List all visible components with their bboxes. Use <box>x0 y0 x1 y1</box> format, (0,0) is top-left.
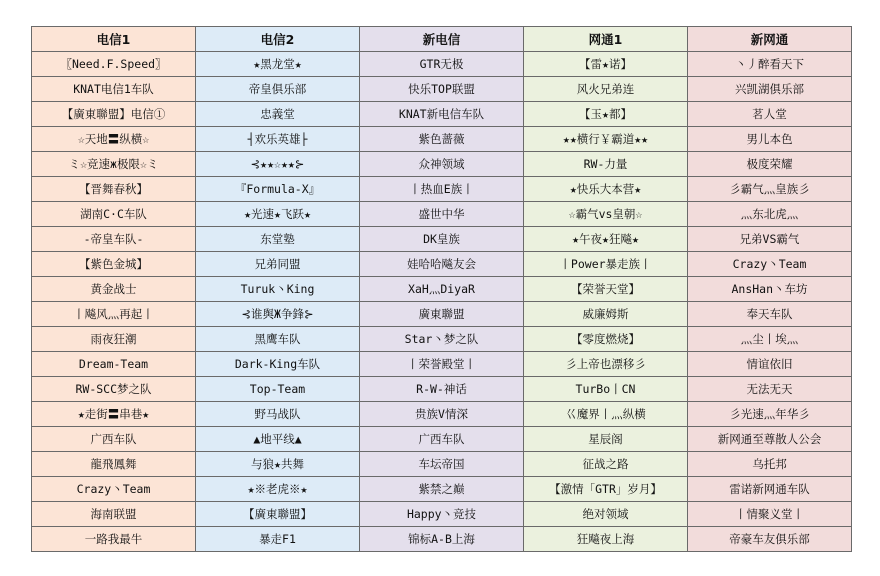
table-cell: 广西车队 <box>32 427 196 452</box>
table-cell: ☆天地〓纵横☆ <box>32 127 196 152</box>
table-cell: 彡光速灬年华彡 <box>688 402 852 427</box>
table-row <box>32 202 852 227</box>
table-cell: DK皇族 <box>360 227 524 252</box>
table-cell: ⊰★★☆★★⊱ <box>196 152 360 177</box>
table-row <box>32 352 852 377</box>
table-cell: KNAT电信1车队 <box>32 77 196 102</box>
table-cell: 【激情「GTR」岁月】 <box>524 477 688 502</box>
table-cell: ☆霸气vs皇朝☆ <box>524 202 688 227</box>
table-cell: Crazy丶Team <box>32 477 196 502</box>
table-row <box>32 302 852 327</box>
table-cell: 黄金战士 <box>32 277 196 302</box>
table-cell: 丨荣誉殿堂丨 <box>360 352 524 377</box>
table-cell: 帝豪车友俱乐部 <box>688 527 852 552</box>
table-cell: 威廉姆斯 <box>524 302 688 327</box>
table-cell: Dark-King车队 <box>196 352 360 377</box>
table-cell: 〖Need.F.Speed〗 <box>32 52 196 77</box>
table-row <box>32 502 852 527</box>
table-cell: ★走街〓串巷★ <box>32 402 196 427</box>
table-cell: 贵族V情深 <box>360 402 524 427</box>
table-cell: 娃哈哈飚友会 <box>360 252 524 277</box>
table-cell: 雨夜狂潮 <box>32 327 196 352</box>
table-row <box>32 52 852 77</box>
table-cell: 狂飚夜上海 <box>524 527 688 552</box>
table-cell: 丶丿醉看天下 <box>688 52 852 77</box>
table-cell: AnsHan丶车坊 <box>688 277 852 302</box>
header-dianxin-1: 电信1 <box>32 27 196 52</box>
table-cell: 『Formula-X』 <box>196 177 360 202</box>
table-row <box>32 277 852 302</box>
table-cell: ▲地平线▲ <box>196 427 360 452</box>
table-cell: GTR无极 <box>360 52 524 77</box>
table-cell: 丨飚风灬再起丨 <box>32 302 196 327</box>
table-cell: 一路我最牛 <box>32 527 196 552</box>
table-cell: 风火兄弟连 <box>524 77 688 102</box>
table-cell: 彡霸气灬皇族彡 <box>688 177 852 202</box>
table-cell: 紫禁之巅 <box>360 477 524 502</box>
table-cell: 茗人堂 <box>688 102 852 127</box>
table-cell: 绝对领域 <box>524 502 688 527</box>
table-cell: 东堂塾 <box>196 227 360 252</box>
table-cell: ★黑龙堂★ <box>196 52 360 77</box>
table-cell: TurBo丨CN <box>524 377 688 402</box>
table-cell: 暴走F1 <box>196 527 360 552</box>
table-cell: ミ☆竞速ж极限☆ミ <box>32 152 196 177</box>
header-row <box>32 27 852 52</box>
table-row <box>32 327 852 352</box>
table-cell: 海南联盟 <box>32 502 196 527</box>
table-cell: 【紫色金城】 <box>32 252 196 277</box>
table-row <box>32 427 852 452</box>
table-row <box>32 452 852 477</box>
table-cell: 紫色蔷薇 <box>360 127 524 152</box>
table-cell: Turuk丶King <box>196 277 360 302</box>
table-body <box>32 52 852 552</box>
table-cell: 无法无天 <box>688 377 852 402</box>
table-cell: 广西车队 <box>360 427 524 452</box>
header-new-dianxin: 新电信 <box>360 27 524 52</box>
table-row <box>32 227 852 252</box>
table-cell: KNAT新电信车队 <box>360 102 524 127</box>
table-row <box>32 102 852 127</box>
table-cell: 【廣東聯盟】电信① <box>32 102 196 127</box>
table-cell: ★快乐大本营★ <box>524 177 688 202</box>
table-cell: 忠義堂 <box>196 102 360 127</box>
table-cell: 黑鹰车队 <box>196 327 360 352</box>
header-wangtong-1: 网通1 <box>524 27 688 52</box>
header-new-wangtong: 新网通 <box>688 27 852 52</box>
table-cell: 【零度燃烧】 <box>524 327 688 352</box>
table-cell: 野马战队 <box>196 402 360 427</box>
table-cell: 帝皇俱乐部 <box>196 77 360 102</box>
table-cell: 【玉★都】 <box>524 102 688 127</box>
table-cell: 丨情聚义堂丨 <box>688 502 852 527</box>
header-dianxin-2: 电信2 <box>196 27 360 52</box>
table-row <box>32 402 852 427</box>
table-cell: 兴凯湖俱乐部 <box>688 77 852 102</box>
table-cell: 男儿本色 <box>688 127 852 152</box>
table-cell: ★午夜★狂飚★ <box>524 227 688 252</box>
table-row <box>32 252 852 277</box>
table-cell: 巜魔界丨灬纵横 <box>524 402 688 427</box>
table-cell: 灬尘丨埃灬 <box>688 327 852 352</box>
table-cell: 奉天车队 <box>688 302 852 327</box>
table-cell: 湖南C·C车队 <box>32 202 196 227</box>
table-cell: ┤欢乐英雄├ <box>196 127 360 152</box>
table-cell: 龍飛鳳舞 <box>32 452 196 477</box>
table-row <box>32 152 852 177</box>
table-cell: Dream-Team <box>32 352 196 377</box>
table-cell: 彡上帝也漂移彡 <box>524 352 688 377</box>
team-table <box>31 26 852 552</box>
table-row <box>32 527 852 552</box>
table-row <box>32 77 852 102</box>
table-cell: Crazy丶Team <box>688 252 852 277</box>
table-cell: 雷诺新网通车队 <box>688 477 852 502</box>
table-cell: 廣東聯盟 <box>360 302 524 327</box>
table-row <box>32 127 852 152</box>
table-cell: Top-Team <box>196 377 360 402</box>
table-row <box>32 177 852 202</box>
table-cell: 【雷★诺】 <box>524 52 688 77</box>
table-cell: 极度荣耀 <box>688 152 852 177</box>
table-cell: 乌托邦 <box>688 452 852 477</box>
table-cell: XaH灬DiyaR <box>360 277 524 302</box>
table-cell: RW-力量 <box>524 152 688 177</box>
table-cell: 众神领域 <box>360 152 524 177</box>
table-cell: 星辰阁 <box>524 427 688 452</box>
table-cell: ★※老虎※★ <box>196 477 360 502</box>
table-cell: R-W-神话 <box>360 377 524 402</box>
table-cell: 情谊依旧 <box>688 352 852 377</box>
table-cell: 【荣誉天堂】 <box>524 277 688 302</box>
table-cell: 兄弟VS霸气 <box>688 227 852 252</box>
table-cell: 【晋舞春秋】 <box>32 177 196 202</box>
table-cell: 【廣東聯盟】 <box>196 502 360 527</box>
table-row <box>32 377 852 402</box>
table-cell: -帝皇车队- <box>32 227 196 252</box>
table-cell: 与狼★共舞 <box>196 452 360 477</box>
table-cell: 丨Power暴走族丨 <box>524 252 688 277</box>
table-cell: 快乐TOP联盟 <box>360 77 524 102</box>
table-cell: 新网通至尊散人公会 <box>688 427 852 452</box>
table-cell: 盛世中华 <box>360 202 524 227</box>
table-cell: 丨热血E族丨 <box>360 177 524 202</box>
table-cell: 车坛帝国 <box>360 452 524 477</box>
table-cell: 灬东北虎灬 <box>688 202 852 227</box>
table-cell: ⊰谁舆Ж争鋒⊱ <box>196 302 360 327</box>
table-cell: 锦标A-B上海 <box>360 527 524 552</box>
table-cell: ★光速★飞跃★ <box>196 202 360 227</box>
table-cell: RW-SCC梦之队 <box>32 377 196 402</box>
table-cell: 兄弟同盟 <box>196 252 360 277</box>
table-cell: Happy丶竞技 <box>360 502 524 527</box>
table-cell: Star丶梦之队 <box>360 327 524 352</box>
table-cell: ★★横行￥霸道★★ <box>524 127 688 152</box>
table-row <box>32 477 852 502</box>
table-cell: 征战之路 <box>524 452 688 477</box>
